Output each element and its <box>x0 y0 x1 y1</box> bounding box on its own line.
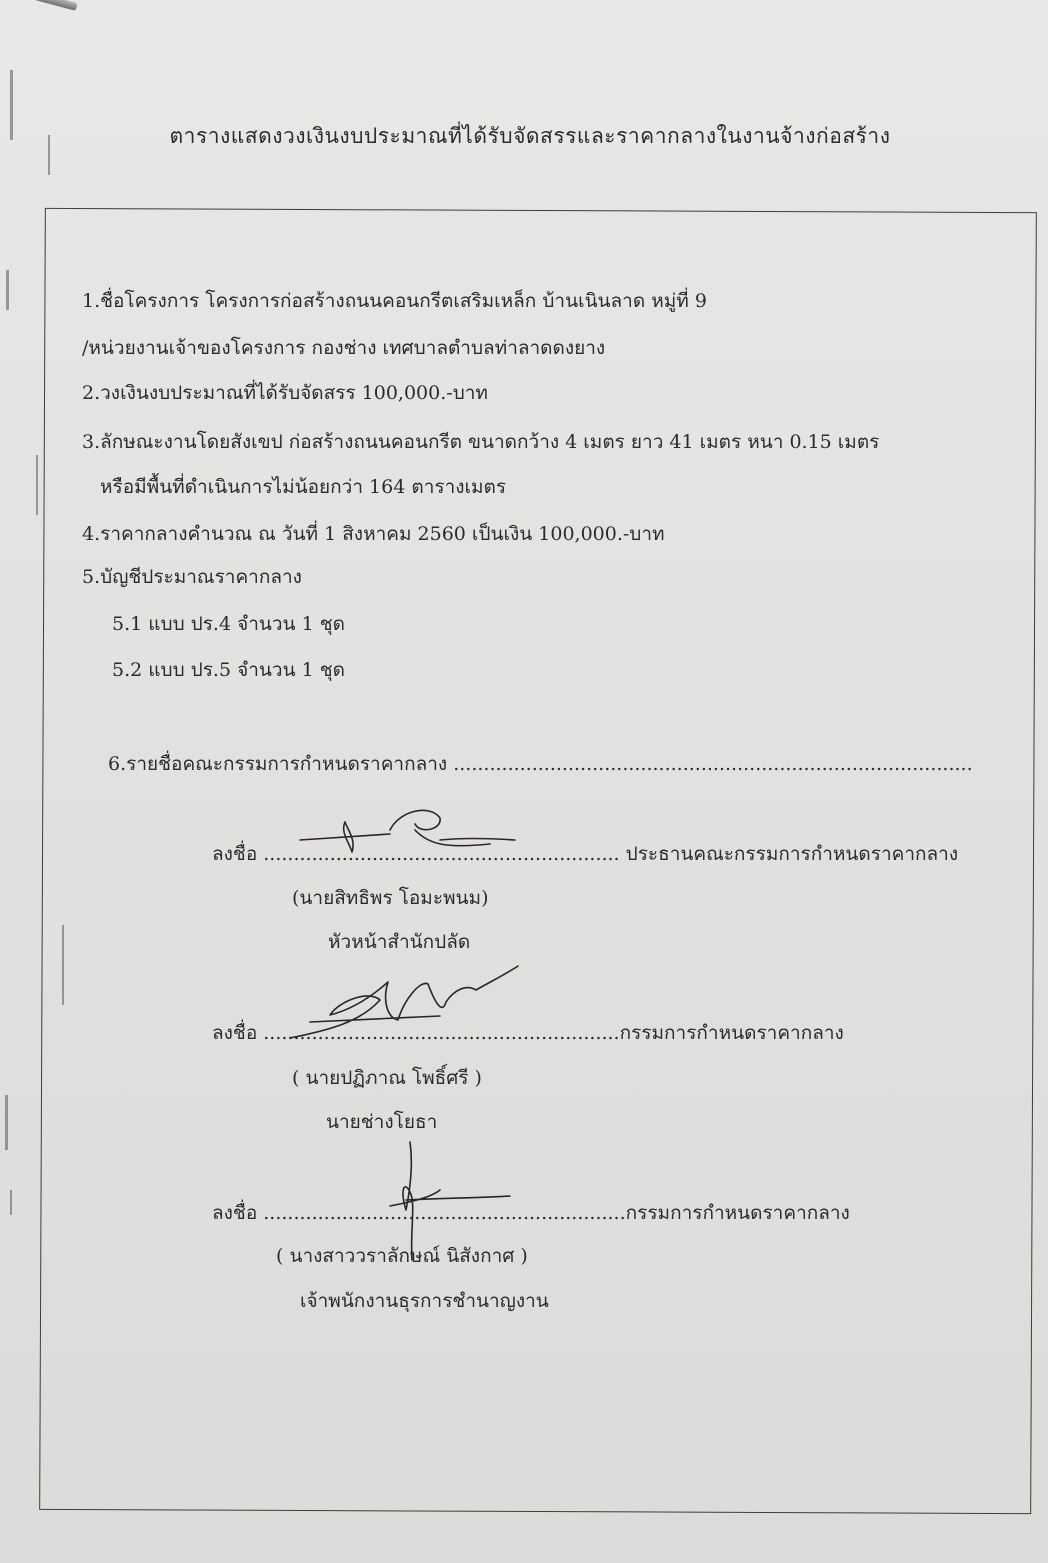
edge-mark <box>5 1095 8 1150</box>
signature-member-1 <box>270 960 530 1050</box>
document-title: ตารางแสดงวงเงินงบประมาณที่ได้รับจัดสรรและราคากลางในงานจ้างก่อสร้าง <box>169 124 891 148</box>
edge-mark <box>36 455 38 515</box>
sign-line-chair: ลงชื่อ ........................................................... ประธานคณะกรรมการกำหนดราคากลาง <box>212 843 959 865</box>
work-description: 3.ลักษณะงานโดยสังเขป ก่อสร้างถนนคอนกรีต ขนาดกว้าง 4 เมตร ยาว 41 เมตร หนา 0.15 เมตร <box>82 431 880 453</box>
estimate-item-1: 5.1 แบบ ปร.4 จำนวน 1 ชุด <box>112 613 345 635</box>
edge-mark <box>48 135 50 175</box>
work-area: หรือมีพื้นที่ดำเนินการไม่น้อยกว่า 164 ตารางเมตร <box>100 476 507 498</box>
staple <box>8 0 78 11</box>
estimate-item-2: 5.2 แบบ ปร.5 จำนวน 1 ชุด <box>112 659 345 681</box>
member-1-position: นายช่างโยธา <box>326 1111 438 1133</box>
member-2-position: เจ้าพนักงานธุรการชำนาญงาน <box>300 1290 549 1312</box>
committee-heading: 6.รายชื่อคณะกรรมการกำหนดราคากลาง ...................................................................................... <box>108 753 973 775</box>
member-1-name: ( นายปฏิภาณ โพธิ์ศรี ) <box>292 1067 482 1089</box>
signature-chair <box>290 800 530 860</box>
edge-mark <box>10 70 13 140</box>
project-agency: /หน่วยงานเจ้าของโครงการ กองช่าง เทศบาลตำบลท่าลาดดงยาง <box>82 337 606 359</box>
project-name: 1.ชื่อโครงการ โครงการก่อสร้างถนนคอนกรีตเสริมเหล็ก บ้านเนินลาด หมู่ที่ 9 <box>82 290 707 312</box>
estimate-list-heading: 5.บัญชีประมาณราคากลาง <box>82 566 302 588</box>
median-price: 4.ราคากลางคำนวณ ณ วันที่ 1 สิงหาคม 2560 เป็นเงิน 100,000.-บาท <box>82 523 665 545</box>
member-2-name: ( นางสาววราลักษณ์ นิสังกาศ ) <box>276 1245 528 1267</box>
sign-line-member-2: ลงชื่อ ............................................................กรรมการกำหนดราคากลาง <box>212 1202 850 1224</box>
budget-amount: 2.วงเงินงบประมาณที่ได้รับจัดสรร 100,000.-บาท <box>82 382 488 404</box>
sign-line-member-1: ลงชื่อ ...........................................................กรรมการกำหนดราคากลาง <box>212 1022 844 1044</box>
edge-mark <box>6 270 9 310</box>
edge-mark <box>10 1190 12 1215</box>
chair-position: หัวหน้าสำนักปลัด <box>328 931 471 953</box>
chair-name: (นายสิทธิพร โอมะพนม) <box>292 887 489 909</box>
